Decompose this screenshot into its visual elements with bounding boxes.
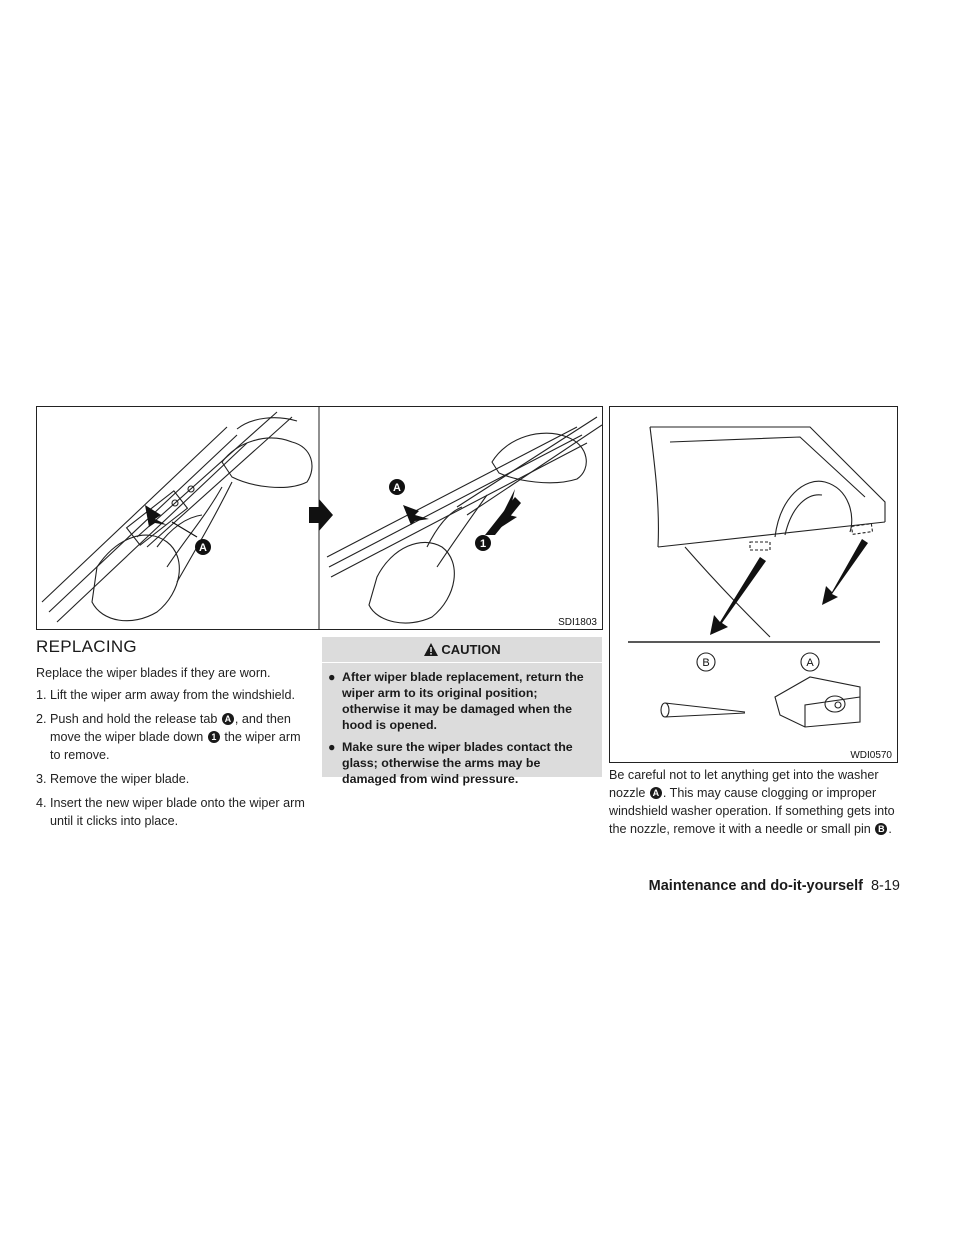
section-heading-replacing: REPLACING [36, 637, 137, 656]
callout-b-washer: B [875, 823, 887, 835]
replacing-steps [36, 686, 306, 836]
wiper-removal-drawing [37, 407, 602, 629]
caution-box [322, 637, 602, 786]
caution-title: CAUTION [322, 637, 602, 663]
wiper-removal-illustration [36, 406, 603, 630]
caution-item: ● Make sure the wiper blades contact the glass; otherwise the arms may be damaged from wind pressure. [328, 740, 573, 786]
washer-nozzle-drawing [610, 407, 897, 762]
washer-nozzle-text: Be careful not to let anything get into the washer nozzle A . This may cause clogging or improper windshield washer operation. If something gets into the nozzle, remove it with a needle or small pin B . [609, 768, 895, 836]
step-item: 4. Insert the new wiper blade onto the wiper arm until it clicks into place. [36, 796, 305, 828]
label-a: A [806, 657, 814, 669]
replacing-intro: Replace the wiper blades if they are worn. [36, 666, 271, 680]
callout-a-left: A [199, 542, 207, 554]
step-item: 2. Push and hold the release tab A , and then move the wiper blade down 1 the wiper arm to remove. [36, 712, 301, 762]
caution-list [322, 669, 602, 787]
label-b: B [702, 657, 710, 669]
callout-1: 1 [479, 538, 487, 550]
warning-triangle-icon [423, 642, 439, 660]
caution-item: ● After wiper blade replacement, return the wiper arm to its original position; otherwise it may be damaged when the hood is opened. [328, 670, 584, 732]
page-footer [649, 878, 900, 894]
figure-code-wdi: WDI0570 [850, 750, 892, 761]
callout-1-inline: 1 [208, 731, 220, 743]
callout-a-washer: A [650, 787, 662, 799]
washer-nozzle-illustration [609, 406, 898, 763]
step-item: 1. Lift the wiper arm away from the windshield. [36, 688, 295, 702]
callout-a-right: A [393, 482, 401, 494]
callout-a-inline: A [222, 713, 234, 725]
page-number: 8-19 [870, 878, 900, 894]
figure-code-sdi: SDI1803 [558, 617, 597, 628]
step-item: 3. Remove the wiper blade. [36, 772, 190, 786]
footer-section-title: Maintenance and do-it-yourself [648, 878, 863, 894]
